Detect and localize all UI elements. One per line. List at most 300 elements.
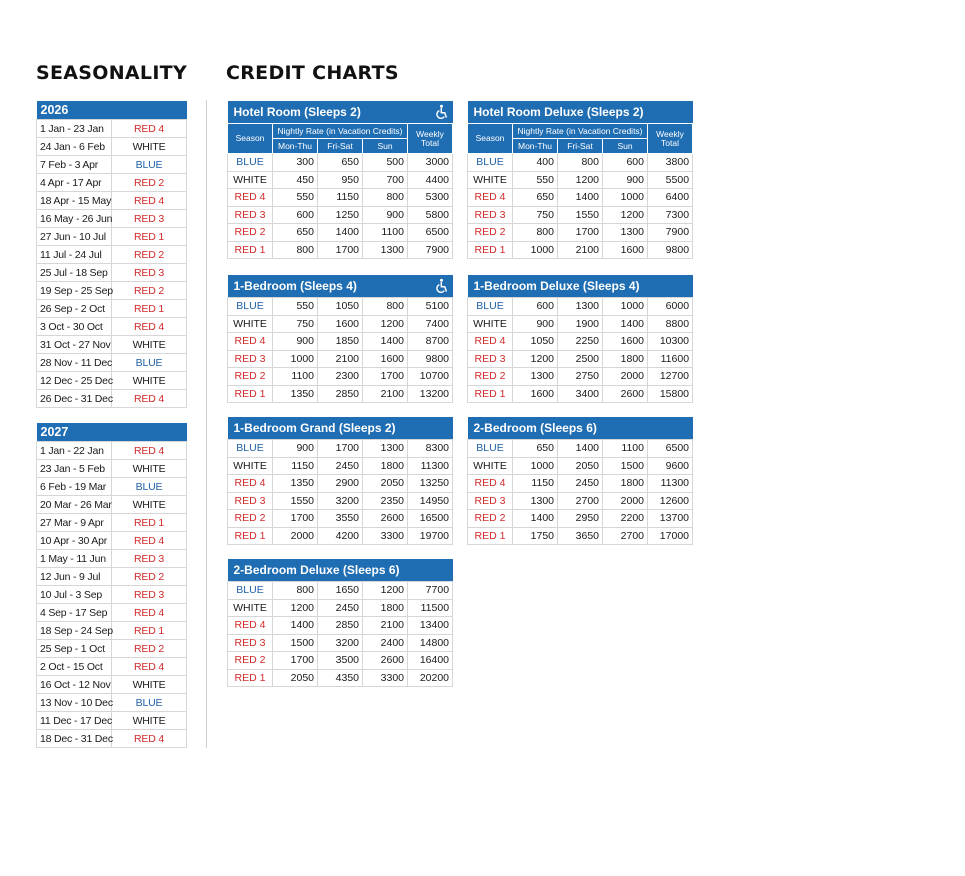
credit-value: 5500 [648, 171, 693, 189]
credit-season-label: RED 2 [228, 510, 273, 528]
credit-value: 9800 [408, 350, 453, 368]
credit-season-label: WHITE [468, 457, 513, 475]
season-date-range: 27 Mar - 9 Apr [37, 514, 112, 532]
credit-value: 550 [273, 189, 318, 207]
season-row [37, 120, 187, 138]
season-row [37, 694, 187, 712]
season-row [37, 550, 187, 568]
credit-row [228, 224, 453, 242]
season-row [37, 604, 187, 622]
credit-table-title-text: 1-Bedroom Deluxe (Sleeps 4) [473, 279, 640, 293]
credit-value: 1200 [363, 315, 408, 333]
season-label: RED 3 [112, 210, 187, 228]
season-label: WHITE [112, 372, 187, 390]
credit-value: 1850 [318, 333, 363, 351]
credit-value: 4350 [318, 669, 363, 687]
credit-value: 2450 [318, 457, 363, 475]
credit-season-label: RED 1 [468, 385, 513, 403]
season-label: RED 4 [112, 730, 187, 748]
credit-value: 15800 [648, 385, 693, 403]
season-date-range: 16 Oct - 12 Nov [37, 676, 112, 694]
credit-season-label: BLUE [468, 298, 513, 316]
credit-value: 14950 [408, 492, 453, 510]
wheelchair-icon [433, 104, 449, 120]
credit-season-label: WHITE [228, 599, 273, 617]
season-date-range: 28 Nov - 11 Dec [37, 354, 112, 372]
season-label: RED 1 [112, 622, 187, 640]
credit-value: 12700 [648, 368, 693, 386]
credit-row [468, 333, 693, 351]
credit-row [468, 206, 693, 224]
credit-value: 2850 [318, 385, 363, 403]
credit-value: 1400 [513, 510, 558, 528]
credit-value: 900 [363, 206, 408, 224]
credit-row [228, 385, 453, 403]
credit-value: 1000 [603, 189, 648, 207]
credit-value: 1700 [273, 510, 318, 528]
season-label: WHITE [112, 496, 187, 514]
season-row [37, 138, 187, 156]
credit-table-title-text: 1-Bedroom Grand (Sleeps 2) [233, 421, 396, 435]
credit-value: 2450 [318, 599, 363, 617]
credit-table-title [228, 101, 453, 124]
wheelchair-icon [433, 278, 449, 294]
credit-value: 8300 [408, 440, 453, 458]
credit-row [468, 457, 693, 475]
credit-value: 3300 [363, 527, 408, 545]
season-date-range: 1 Jan - 23 Jan [37, 120, 112, 138]
credit-value: 6500 [648, 440, 693, 458]
season-row [37, 658, 187, 676]
credit-value: 2100 [363, 617, 408, 635]
credit-value: 300 [273, 154, 318, 172]
credit-row [468, 492, 693, 510]
credit-table-title-text: 2-Bedroom Deluxe (Sleeps 6) [233, 563, 400, 577]
credit-value: 6400 [648, 189, 693, 207]
credit-value: 2050 [273, 669, 318, 687]
credit-value: 2100 [318, 350, 363, 368]
credit-value: 650 [513, 440, 558, 458]
credit-table-title [228, 275, 453, 298]
credit-value: 1800 [603, 350, 648, 368]
credit-season-label: WHITE [228, 171, 273, 189]
credit-value: 10700 [408, 368, 453, 386]
credit-value: 7400 [408, 315, 453, 333]
season-row [37, 336, 187, 354]
credit-value: 2850 [318, 617, 363, 635]
credit-value: 2000 [273, 527, 318, 545]
season-row [37, 568, 187, 586]
header-fri-sat: Fri-Sat [318, 139, 363, 154]
season-date-range: 12 Jun - 9 Jul [37, 568, 112, 586]
season-row [37, 210, 187, 228]
credit-value: 650 [273, 224, 318, 242]
season-date-range: 11 Dec - 17 Dec [37, 712, 112, 730]
credit-season-label: RED 1 [468, 241, 513, 259]
seasonality-table-2027 [36, 423, 187, 748]
credit-value: 1000 [513, 241, 558, 259]
credit-value: 700 [363, 171, 408, 189]
season-date-range: 12 Dec - 25 Dec [37, 372, 112, 390]
season-row [37, 246, 187, 264]
credit-row [228, 652, 453, 670]
season-label: RED 2 [112, 640, 187, 658]
credit-value: 13700 [648, 510, 693, 528]
credit-value: 1200 [363, 582, 408, 600]
credit-value: 12600 [648, 492, 693, 510]
credit-value: 1300 [558, 298, 603, 316]
credit-value: 7900 [408, 241, 453, 259]
credit-charts-heading: CREDIT CHARTS [226, 62, 399, 84]
credit-row [468, 298, 693, 316]
credit-value: 750 [273, 315, 318, 333]
credit-season-label: RED 2 [228, 224, 273, 242]
season-label: RED 2 [112, 246, 187, 264]
credit-value: 1600 [603, 333, 648, 351]
credit-row [468, 475, 693, 493]
season-date-range: 24 Jan - 6 Feb [37, 138, 112, 156]
credit-season-label: RED 2 [228, 652, 273, 670]
season-date-range: 16 May - 26 Jun [37, 210, 112, 228]
credit-table-title [468, 101, 693, 124]
credit-value: 1900 [558, 315, 603, 333]
season-label: RED 4 [112, 120, 187, 138]
season-date-range: 18 Apr - 15 May [37, 192, 112, 210]
credit-table-title-text: 2-Bedroom (Sleeps 6) [473, 421, 597, 435]
credit-table-title [468, 417, 693, 440]
season-row [37, 442, 187, 460]
credit-value: 1600 [603, 241, 648, 259]
season-label: RED 3 [112, 264, 187, 282]
season-date-range: 31 Oct - 27 Nov [37, 336, 112, 354]
season-date-range: 10 Apr - 30 Apr [37, 532, 112, 550]
credit-table-title [228, 559, 453, 582]
credit-value: 1400 [318, 224, 363, 242]
credit-season-label: RED 3 [468, 350, 513, 368]
credit-season-label: WHITE [468, 315, 513, 333]
season-row [37, 354, 187, 372]
credit-value: 7700 [408, 582, 453, 600]
credit-value: 7300 [648, 206, 693, 224]
credit-value: 16400 [408, 652, 453, 670]
season-date-range: 19 Sep - 25 Sep [37, 282, 112, 300]
credit-value: 1400 [558, 189, 603, 207]
credit-value: 750 [513, 206, 558, 224]
credit-row [228, 599, 453, 617]
credit-value: 1700 [273, 652, 318, 670]
credit-value: 1100 [603, 440, 648, 458]
header-season: Season [228, 124, 273, 154]
credit-season-label: RED 4 [468, 333, 513, 351]
season-row [37, 282, 187, 300]
credit-table-title-text: Hotel Room Deluxe (Sleeps 2) [473, 105, 644, 119]
season-label: WHITE [112, 336, 187, 354]
credit-value: 3200 [318, 634, 363, 652]
season-date-range: 25 Jul - 18 Sep [37, 264, 112, 282]
header-sun: Sun [603, 139, 648, 154]
credit-value: 1200 [513, 350, 558, 368]
season-date-range: 4 Apr - 17 Apr [37, 174, 112, 192]
credit-value: 2700 [603, 527, 648, 545]
credit-row [468, 350, 693, 368]
season-label: BLUE [112, 354, 187, 372]
credit-value: 900 [513, 315, 558, 333]
credit-row [228, 154, 453, 172]
season-row [37, 390, 187, 408]
credit-value: 1050 [318, 298, 363, 316]
credit-value: 3000 [408, 154, 453, 172]
season-label: RED 1 [112, 228, 187, 246]
credit-value: 1300 [603, 224, 648, 242]
credit-value: 4400 [408, 171, 453, 189]
credit-value: 3500 [318, 652, 363, 670]
credit-value: 3200 [318, 492, 363, 510]
season-date-range: 4 Sep - 17 Sep [37, 604, 112, 622]
season-date-range: 18 Dec - 31 Dec [37, 730, 112, 748]
credit-season-label: RED 3 [228, 350, 273, 368]
header-nightly-rate: Nightly Rate (in Vacation Credits) [513, 124, 648, 139]
credit-value: 2700 [558, 492, 603, 510]
season-row [37, 264, 187, 282]
season-row [37, 300, 187, 318]
credit-season-label: RED 1 [228, 669, 273, 687]
column-divider [206, 100, 207, 748]
season-row [37, 514, 187, 532]
credit-season-label: BLUE [228, 154, 273, 172]
season-label: RED 2 [112, 282, 187, 300]
season-year: 2027 [37, 423, 187, 442]
credit-value: 550 [273, 298, 318, 316]
credit-value: 1400 [603, 315, 648, 333]
credit-season-label: RED 4 [228, 475, 273, 493]
season-row [37, 318, 187, 336]
credit-value: 550 [513, 171, 558, 189]
credit-value: 1400 [558, 440, 603, 458]
credit-value: 17000 [648, 527, 693, 545]
credit-season-label: RED 4 [228, 189, 273, 207]
season-label: RED 1 [112, 300, 187, 318]
season-row [37, 586, 187, 604]
credit-value: 2750 [558, 368, 603, 386]
season-label: RED 4 [112, 658, 187, 676]
credit-table-title-text: Hotel Room (Sleeps 2) [233, 105, 361, 119]
credit-value: 7900 [648, 224, 693, 242]
credit-season-label: WHITE [228, 457, 273, 475]
credit-value: 1050 [513, 333, 558, 351]
credit-season-label: RED 3 [468, 206, 513, 224]
season-date-range: 18 Sep - 24 Sep [37, 622, 112, 640]
season-row [37, 622, 187, 640]
credit-value: 2200 [603, 510, 648, 528]
header-nightly-rate: Nightly Rate (in Vacation Credits) [273, 124, 408, 139]
season-row [37, 192, 187, 210]
credit-value: 5300 [408, 189, 453, 207]
credit-value: 1150 [318, 189, 363, 207]
credit-value: 1400 [363, 333, 408, 351]
credit-season-label: BLUE [228, 298, 273, 316]
credit-row [228, 634, 453, 652]
credit-value: 9800 [648, 241, 693, 259]
season-date-range: 3 Oct - 30 Oct [37, 318, 112, 336]
header-season: Season [468, 124, 513, 154]
season-label: RED 4 [112, 192, 187, 210]
credit-value: 14800 [408, 634, 453, 652]
credit-season-label: RED 1 [228, 241, 273, 259]
credit-value: 1150 [513, 475, 558, 493]
credit-value: 1000 [603, 298, 648, 316]
credit-season-label: RED 4 [468, 189, 513, 207]
credit-row [228, 492, 453, 510]
credit-value: 1300 [363, 241, 408, 259]
credit-value: 1700 [558, 224, 603, 242]
credit-value: 1650 [318, 582, 363, 600]
credit-value: 3650 [558, 527, 603, 545]
season-year: 2026 [37, 101, 187, 120]
credit-table-2-bedroom [467, 417, 693, 545]
credit-row [468, 510, 693, 528]
seasonality-table-2026 [36, 101, 187, 408]
season-label: RED 4 [112, 442, 187, 460]
credit-value: 1700 [363, 368, 408, 386]
seasonality-heading: SEASONALITY [36, 62, 188, 84]
credit-season-label: RED 3 [228, 492, 273, 510]
credit-value: 650 [513, 189, 558, 207]
credit-table-hotel-room-deluxe [467, 101, 693, 259]
credit-value: 2600 [363, 510, 408, 528]
credit-season-label: RED 1 [228, 527, 273, 545]
credit-table-1-bedroom [227, 275, 453, 403]
credit-value: 11300 [648, 475, 693, 493]
credit-season-label: RED 4 [468, 475, 513, 493]
credit-value: 900 [273, 333, 318, 351]
credit-row [228, 475, 453, 493]
credit-value: 11300 [408, 457, 453, 475]
credit-table-title-text: 1-Bedroom (Sleeps 4) [233, 279, 357, 293]
season-row [37, 676, 187, 694]
credit-table-title [468, 275, 693, 298]
header-sun: Sun [363, 139, 408, 154]
credit-value: 2900 [318, 475, 363, 493]
credit-value: 900 [603, 171, 648, 189]
credit-value: 1700 [318, 440, 363, 458]
credit-value: 9600 [648, 457, 693, 475]
credit-season-label: BLUE [468, 154, 513, 172]
credit-value: 16500 [408, 510, 453, 528]
credit-row [228, 171, 453, 189]
credit-season-label: WHITE [468, 171, 513, 189]
credit-value: 1100 [273, 368, 318, 386]
credit-value: 13250 [408, 475, 453, 493]
credit-table-hotel-room [227, 101, 453, 259]
header-fri-sat: Fri-Sat [558, 139, 603, 154]
credit-value: 1300 [513, 368, 558, 386]
season-label: RED 2 [112, 568, 187, 586]
season-date-range: 7 Feb - 3 Apr [37, 156, 112, 174]
credit-season-label: RED 3 [468, 492, 513, 510]
season-label: WHITE [112, 460, 187, 478]
season-date-range: 13 Nov - 10 Dec [37, 694, 112, 712]
credit-season-label: BLUE [228, 440, 273, 458]
credit-value: 1750 [513, 527, 558, 545]
season-label: RED 4 [112, 390, 187, 408]
credit-value: 1600 [318, 315, 363, 333]
credit-value: 1600 [363, 350, 408, 368]
credit-row [228, 315, 453, 333]
credit-season-label: RED 2 [228, 368, 273, 386]
credit-row [228, 350, 453, 368]
credit-value: 2050 [558, 457, 603, 475]
credit-value: 1000 [273, 350, 318, 368]
credit-value: 1250 [318, 206, 363, 224]
season-label: RED 3 [112, 550, 187, 568]
credit-value: 1800 [363, 599, 408, 617]
credit-row [228, 669, 453, 687]
credit-row [468, 154, 693, 172]
credit-row [468, 527, 693, 545]
season-label: BLUE [112, 478, 187, 496]
credit-value: 800 [558, 154, 603, 172]
credit-value: 2100 [558, 241, 603, 259]
credit-value: 1800 [603, 475, 648, 493]
credit-row [228, 617, 453, 635]
credit-value: 1550 [558, 206, 603, 224]
credit-value: 800 [513, 224, 558, 242]
credit-value: 800 [363, 189, 408, 207]
credit-value: 5800 [408, 206, 453, 224]
season-row [37, 156, 187, 174]
credit-value: 1300 [513, 492, 558, 510]
season-date-range: 2 Oct - 15 Oct [37, 658, 112, 676]
season-row [37, 640, 187, 658]
credit-row [228, 189, 453, 207]
season-row [37, 228, 187, 246]
season-date-range: 10 Jul - 3 Sep [37, 586, 112, 604]
credit-value: 900 [273, 440, 318, 458]
season-row [37, 372, 187, 390]
credit-table-1-bedroom-grand [227, 417, 453, 545]
credit-value: 2100 [363, 385, 408, 403]
season-date-range: 11 Jul - 24 Jul [37, 246, 112, 264]
credit-value: 2300 [318, 368, 363, 386]
credit-value: 2350 [363, 492, 408, 510]
credit-value: 800 [363, 298, 408, 316]
credit-row [468, 385, 693, 403]
season-date-range: 27 Jun - 10 Jul [37, 228, 112, 246]
season-date-range: 23 Jan - 5 Feb [37, 460, 112, 478]
credit-row [468, 189, 693, 207]
credit-value: 8700 [408, 333, 453, 351]
credit-table-1-bedroom-deluxe [467, 275, 693, 403]
credit-value: 3400 [558, 385, 603, 403]
season-label: BLUE [112, 156, 187, 174]
credit-value: 1100 [363, 224, 408, 242]
credit-season-label: RED 1 [228, 385, 273, 403]
credit-value: 600 [603, 154, 648, 172]
season-date-range: 6 Feb - 19 Mar [37, 478, 112, 496]
credit-value: 2500 [558, 350, 603, 368]
credit-value: 11500 [408, 599, 453, 617]
credit-value: 6000 [648, 298, 693, 316]
credit-value: 1500 [273, 634, 318, 652]
credit-value: 1700 [318, 241, 363, 259]
credit-row [468, 171, 693, 189]
credit-row [228, 527, 453, 545]
credit-row [228, 206, 453, 224]
credit-value: 1200 [603, 206, 648, 224]
season-label: RED 2 [112, 174, 187, 192]
credit-row [228, 440, 453, 458]
credit-value: 11600 [648, 350, 693, 368]
